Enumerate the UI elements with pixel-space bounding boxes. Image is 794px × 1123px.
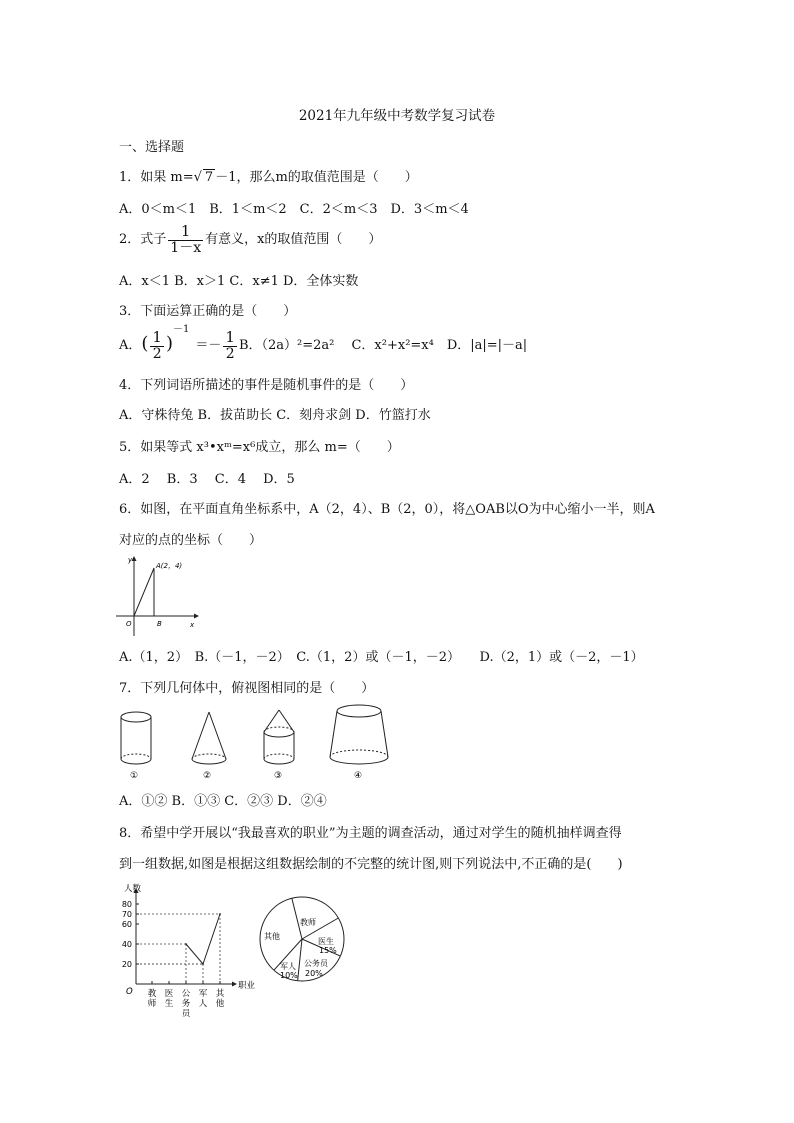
q2-stem-pre: 2．式子: [119, 232, 167, 248]
origin-label: O: [126, 620, 132, 628]
y-tick-label: 70: [121, 910, 132, 919]
solid-label-4: ④: [354, 771, 363, 781]
x-axis-arrow: [194, 614, 199, 619]
q3-options-rest: B．（2a）²=2a² C．x²+x²=x⁴ D．|a|=|－a|: [238, 338, 528, 354]
x-category-label: 医: [164, 989, 174, 999]
q3-a-result-denominator: 2: [223, 346, 237, 362]
question-8-line-2: 到一组数据,如图是根据这组数据绘制的不完整的统计图,则下列说法中,不正确的是( ): [119, 857, 623, 872]
q7-options: A．①② B．①③ C．②③ D．②④: [119, 794, 327, 809]
x-category-label: 公: [181, 989, 191, 999]
pie-pct-doctor: 15%: [319, 946, 337, 955]
pie-pct-army: 10%: [280, 971, 298, 980]
question-2: [119, 224, 381, 255]
q1-options: A．0＜m＜1 B．1＜m＜2 C．2＜m＜3 D．3＜m＜4: [119, 202, 469, 217]
question-5: 5．如果等式 x³•xᵐ=x⁶成立，那么 m=（ ）: [119, 440, 400, 455]
paren-open: (: [141, 333, 149, 355]
q2-stem-post: 有意义，x的取值范围（ ）: [205, 232, 382, 248]
x-category-label: 人: [198, 999, 208, 1009]
paren-close: ): [165, 333, 173, 355]
q6-options: A.（1，2） B.（－1，－2） C.（1，2）或（－1，－2） D.（2，1）或（－2，－1）: [119, 650, 644, 665]
q2-options: A．x＜1 B．x＞1 C．x≠1 D．全体实数: [119, 274, 359, 289]
question-8-line-1: 8．希望中学开展以“我最喜欢的职业”为主题的调查活动，通过对学生的随机抽样调查得: [119, 826, 622, 841]
pie-pct-civil: 20%: [305, 969, 323, 978]
solid-label-2: ②: [203, 771, 212, 781]
q3-a-result-fraction: [223, 330, 237, 361]
page-title: 2021年九年级中考数学复习试卷: [298, 108, 496, 124]
y-tick-label: 40: [121, 940, 132, 949]
point-b-label: B: [157, 620, 162, 628]
y-axis-label: y: [128, 556, 133, 564]
q1-stem-post: －1，那么m的取值范围是（ ）: [215, 170, 418, 185]
data-point: [185, 943, 187, 945]
y-tick-label: 20: [121, 960, 132, 969]
x-category-label: 军: [198, 989, 208, 999]
q1-radicand: 7: [204, 170, 214, 185]
data-series-line: [186, 914, 220, 964]
chart-y-label: 人数: [124, 884, 142, 894]
solid-label-1: ①: [130, 771, 139, 781]
q3-options: [119, 323, 528, 362]
x-category-label: 其: [215, 989, 225, 999]
x-axis-label: x: [190, 621, 195, 629]
occupation-line-chart: [114, 880, 264, 1020]
coordinate-figure: [114, 554, 200, 638]
pie-label-teacher: 教师: [300, 918, 316, 927]
segment-oa: [134, 568, 154, 616]
question-1: [119, 166, 418, 185]
q3-a-denominator: 2: [150, 346, 164, 362]
chart-x-arrow: [232, 982, 237, 987]
x-category-label: 师: [147, 999, 157, 1009]
pie-label-doctor: 医生: [318, 937, 334, 946]
x-category-label: 教: [147, 989, 157, 999]
question-4: 4．下列词语所描述的事件是随机事件的是（ ）: [119, 378, 414, 393]
point-a-label: A(2，4): [156, 562, 183, 570]
pie-label-other: 其他: [264, 932, 280, 941]
occupation-pie-chart: [252, 893, 362, 993]
q3-a-result-numerator: 1: [225, 328, 235, 346]
cone-solid: [192, 712, 226, 764]
y-tick-label: 60: [121, 920, 132, 929]
q2-numerator: 1: [180, 222, 191, 240]
x-category-label: 生: [164, 999, 174, 1009]
pie-slice-divider: [298, 939, 302, 981]
question-7: 7．下列几何体中，俯视图相同的是（ ）: [119, 681, 375, 696]
x-category-label: 他: [215, 999, 225, 1009]
solid-label-3: ③: [274, 771, 283, 781]
q4-options: A．守株待兔 B．拔苗助长 C．刻舟求剑 D．竹篮打水: [119, 408, 431, 423]
x-category-label: 员: [181, 1009, 191, 1019]
frustum-solid: [330, 705, 388, 764]
chart-origin-label: O: [126, 987, 133, 997]
cylinder-solid: [121, 712, 151, 764]
x-category-label: 务: [181, 999, 191, 1009]
pie-label-army: 军人: [280, 962, 296, 971]
section-heading: 一、选择题: [119, 140, 185, 155]
q3-a-equals: ＝－: [195, 338, 222, 354]
data-point: [202, 963, 204, 965]
q3-option-a-label: A．: [119, 338, 142, 354]
chart-x-label: 职业: [238, 981, 256, 991]
question-3: 3．下面运算正确的是（ ）: [119, 304, 297, 319]
cone-cylinder-solid: [264, 710, 294, 764]
q2-fraction: [168, 224, 203, 255]
q3-a-numerator: 1: [152, 328, 162, 346]
y-tick-label: 80: [121, 900, 132, 909]
q1-stem-pre: 1．如果 m=: [119, 170, 194, 185]
pie-label-civil: 公务员: [304, 959, 328, 968]
sqrt-sign: √: [193, 170, 202, 185]
solids-figure: [114, 702, 394, 782]
question-6-line-1: 6．如图，在平面直角坐标系中，A（2，4）、B（2，0），将△OAB以O为中心缩小一半，则A: [119, 502, 655, 517]
q5-options: A．2 B．3 C．4 D．5: [119, 472, 295, 487]
q3-a-exponent: －1: [173, 323, 190, 335]
y-axis-arrow: [132, 556, 137, 561]
q2-denominator: 1－x: [170, 239, 202, 256]
question-6-line-2: 对应的点的坐标（ ）: [119, 533, 263, 548]
q3-a-fraction: [150, 330, 164, 361]
data-point: [219, 913, 221, 915]
